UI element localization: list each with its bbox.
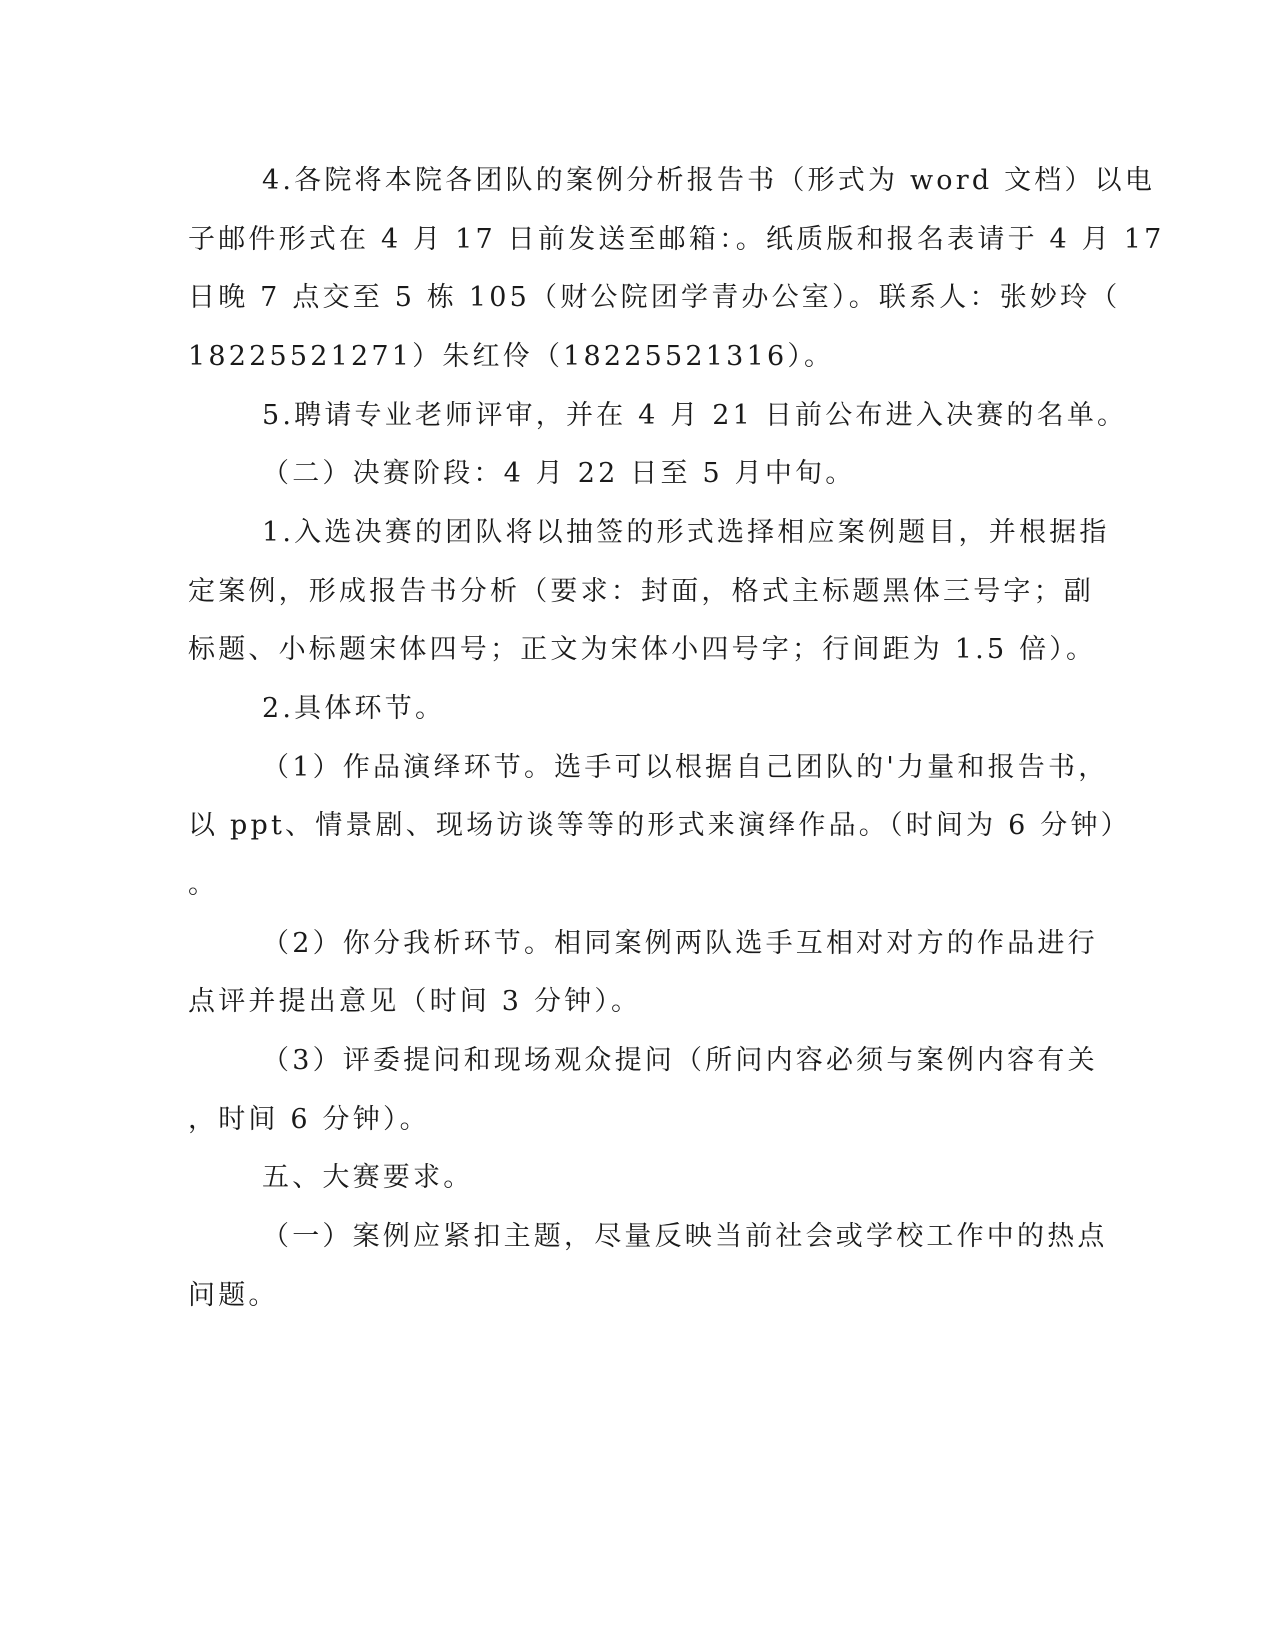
paragraph-line: 18225521271）朱红伶（18225521316）。 (188, 341, 835, 372)
paragraph-line: （2）你分我析环节。相同案例两队选手互相对对方的作品进行 (262, 928, 1098, 959)
paragraph-line: 问题。 (188, 1280, 279, 1311)
paragraph-line: 1.入选决赛的团队将以抽签的形式选择相应案例题目，并根据指 (262, 517, 1110, 548)
paragraph-line: 子邮件形式在 4 月 17 日前发送至邮箱：。纸质版和报名表请于 4 月 17 (188, 224, 1165, 255)
paragraph-line: 以 ppt、情景剧、现场访谈等等的形式来演绎作品。（时间为 6 分钟） (188, 810, 1131, 841)
paragraph-line: 点评并提出意见（时间 3 分钟）。 (188, 986, 642, 1017)
paragraph-line: 。 (188, 869, 219, 900)
paragraph-line: 5.聘请专业老师评审，并在 4 月 21 日前公布进入决赛的名单。 (262, 400, 1128, 431)
paragraph-line: 日晚 7 点交至 5 栋 105（财公院团学青办公室）。联系人：张妙玲（ (188, 282, 1121, 313)
paragraph-line: （1）作品演绎环节。选手可以根据自己团队的'力量和报告书， (262, 752, 1109, 783)
section-heading: 五、大赛要求。 (262, 1162, 474, 1193)
paragraph-line: ，时间 6 分钟）。 (188, 1104, 430, 1135)
paragraph-line: 2.具体环节。 (262, 693, 446, 724)
paragraph-line: 标题、小标题宋体四号；正文为宋体小四号字；行间距为 1.5 倍）。 (188, 634, 1097, 665)
paragraph-line: 4.各院将本院各团队的案例分析报告书（形式为 word 文档）以电 (262, 165, 1156, 196)
section-heading: （二）决赛阶段：4 月 22 日至 5 月中旬。 (262, 458, 856, 489)
paragraph-line: （3）评委提问和现场观众提问（所问内容必须与案例内容有关 (262, 1045, 1098, 1076)
paragraph-line: （一）案例应紧扣主题，尽量反映当前社会或学校工作中的热点 (262, 1221, 1108, 1252)
paragraph-line: 定案例，形成报告书分析（要求：封面，格式主标题黑体三号字；副 (188, 576, 1094, 607)
